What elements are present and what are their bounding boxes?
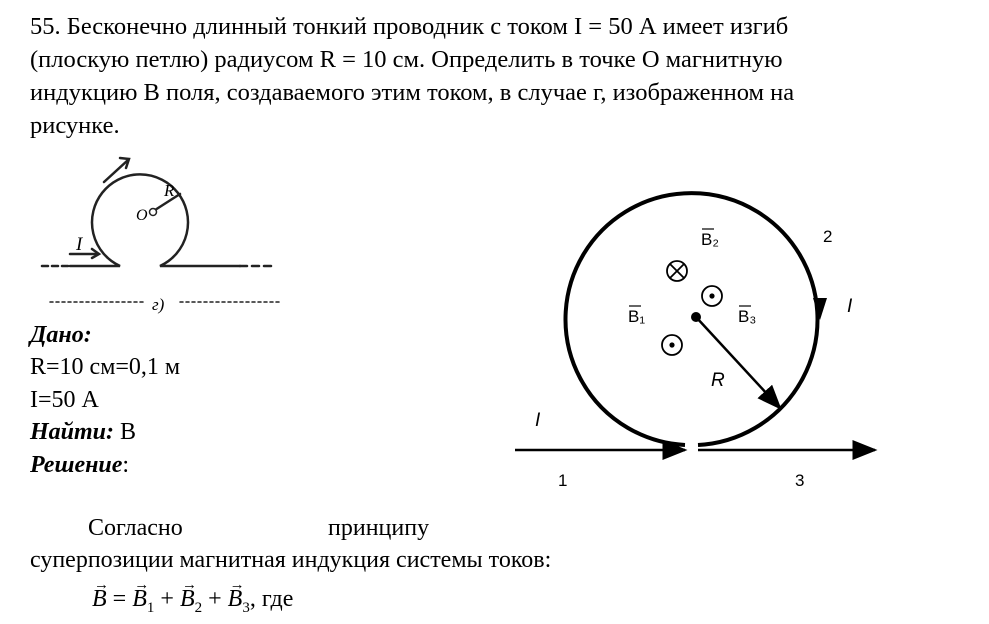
- formula-tail: , где: [249, 586, 294, 612]
- given-i: I=50 А: [30, 387, 99, 413]
- sketch-label-o: O: [136, 207, 148, 224]
- problem-line-2: (плоскую петлю) радиусом R = 10 см. Определить в точке O магнитную: [30, 46, 783, 73]
- given-heading: Дано:: [30, 322, 92, 348]
- label-3: 3: [795, 471, 805, 490]
- text-word-1: Согласно: [88, 515, 183, 541]
- problem-line-4: рисунке.: [30, 112, 120, 139]
- superposition-formula: → B = → $B_1$ + → $B_2$ + → $B_3$, где: [92, 584, 293, 623]
- text-word-2: принципу: [328, 515, 430, 541]
- cross-symbol: [667, 261, 687, 281]
- sketch-caption: г): [152, 295, 165, 314]
- label-2: 2: [823, 227, 833, 246]
- label-b2: B₂: [701, 230, 719, 249]
- dot-symbol-upper: [702, 286, 722, 306]
- solution-colon: :: [122, 452, 130, 478]
- find-line: [30, 417, 136, 447]
- solution-line: [30, 450, 129, 480]
- problem-line-1: 55. Бесконечно длинный тонкий проводник с током I = 50 А имеет изгиб: [30, 13, 789, 40]
- problem-statement: [30, 10, 960, 142]
- label-b1: B₁: [628, 307, 646, 326]
- given-r: R=10 см=0,1 м: [30, 354, 181, 380]
- problem-line-3: индукцию B поля, создаваемого этим током, в случае г, изображенном на: [30, 79, 795, 106]
- solution-label: Решение: [30, 452, 123, 478]
- label-1: 1: [558, 471, 568, 490]
- dot-symbol-lower: [662, 335, 682, 355]
- find-label: Найти:: [30, 419, 115, 445]
- sketch-point-o: [150, 209, 157, 216]
- loop-sketch: [30, 150, 290, 320]
- sketch-label-i: I: [76, 234, 83, 255]
- label-i-left: I: [535, 410, 541, 431]
- find-value: B: [114, 419, 137, 445]
- radius-line: [696, 317, 780, 408]
- label-b3: B₃: [738, 307, 757, 326]
- label-r: R: [711, 370, 725, 391]
- text-line-2: суперпозиции магнитная индукция системы токов:: [30, 547, 552, 573]
- loop-diagram: [505, 180, 905, 500]
- label-i-right: I: [847, 296, 853, 317]
- sketch-label-r: R: [164, 181, 175, 200]
